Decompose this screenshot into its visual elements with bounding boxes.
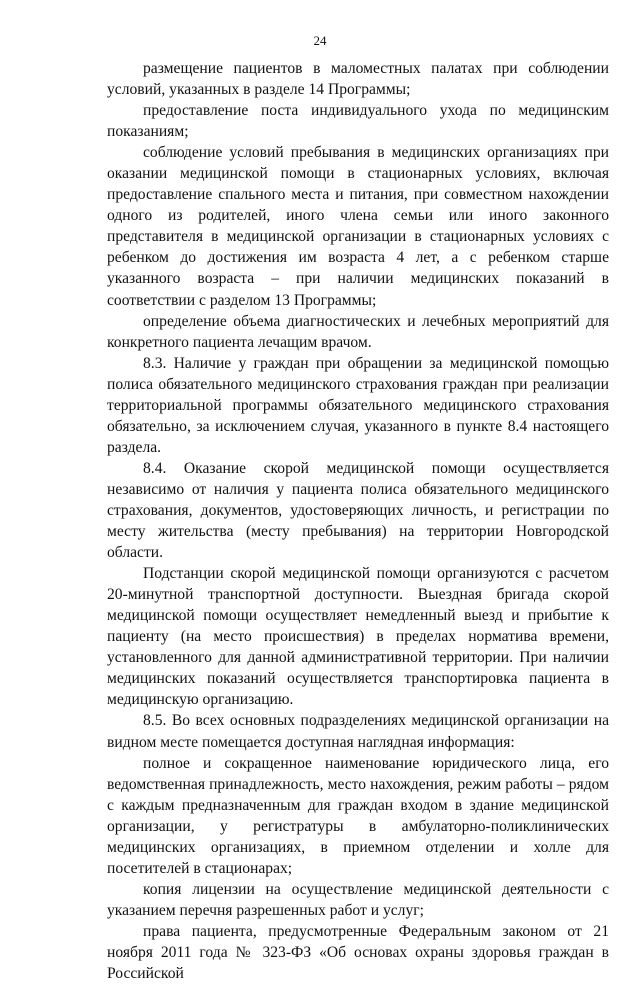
document-body [107,58,609,984]
paragraph-license-copy: копия лицензии на осуществление медицинской деятельности с указанием перечня разрешенных работ и услуг; [107,880,609,919]
paragraph-8-5: 8.5. Во всех основных подразделениях медицинской организации на видном месте помещается доступная наглядная информация: [107,712,609,751]
paragraph-8-3: 8.3. Наличие у граждан при обращении за медицинской помощью полиса обязательного медицинского страхования граждан при реализации территориальной программы обязательного медицинского страхования обязательно, за исключением случая, указанного в пункте 8.4 настоящего раздела. [107,354,609,456]
paragraph-diagnostic-scope: определение объема диагностических и лечебных мероприятий для конкретного пациента лечащим врачом. [107,312,609,351]
paragraph-placement-conditions: размещение пациентов в маломестных палатах при соблюдении условий, указанных в разделе 14 Программы; [107,60,609,99]
paragraph-individual-care: предоставление поста индивидуального ухода по медицинским показаниям; [107,102,609,141]
paragraph-8-4: 8.4. Оказание скорой медицинской помощи осуществляется независимо от наличия у пациента полиса обязательного медицинского страхования, документов, удостоверяющих личность, и регистрации по месту жительства (месту пребывания) на территории Новгородской области. [107,459,609,562]
paragraph-legal-entity-name: полное и сокращенное наименование юридического лица, его ведомственная принадлежность, место нахождения, режим работы – рядом с каждым предназначенным для граждан входом в здание медицинской организации, у регистратуры в амбулаторно-поликлинических медицинских организациях, в приемном отделении и холле для посетителей в стационарах; [107,754,609,877]
paragraph-stay-conditions: соблюдение условий пребывания в медицинских организациях при оказании медицинской помощи в стационарных условиях, включая предоставление спального места и питания, при совместном нахождении одного из родителей, иного члена семьи или иного законного представителя в медицинской организации в стационарных условиях с ребенком до достижения им возраста 4 лет, а с ребенком старше указанного возраста – при наличии медицинских показаний в соответствии с разделом 13 Программы; [107,144,609,309]
paragraph-patient-rights: права пациента, предусмотренные Федеральным законом от 21 ноября 2011 года № 323-ФЗ «Об основах охраны здоровья граждан в Российской [107,922,609,983]
paragraph-ambulance-substations: Подстанции скорой медицинской помощи организуются с расчетом 20-минутной транспортной доступности. Выездная бригада скорой медицинской помощи осуществляет немедленный выезд и прибытие к пациенту (на место происшествия) в пределах норматива времени, установленного для данной административной территории. При наличии медицинских показаний осуществляется транспортировка пациента в медицинскую организацию. [107,565,609,709]
page-number: 24 [313,33,327,48]
